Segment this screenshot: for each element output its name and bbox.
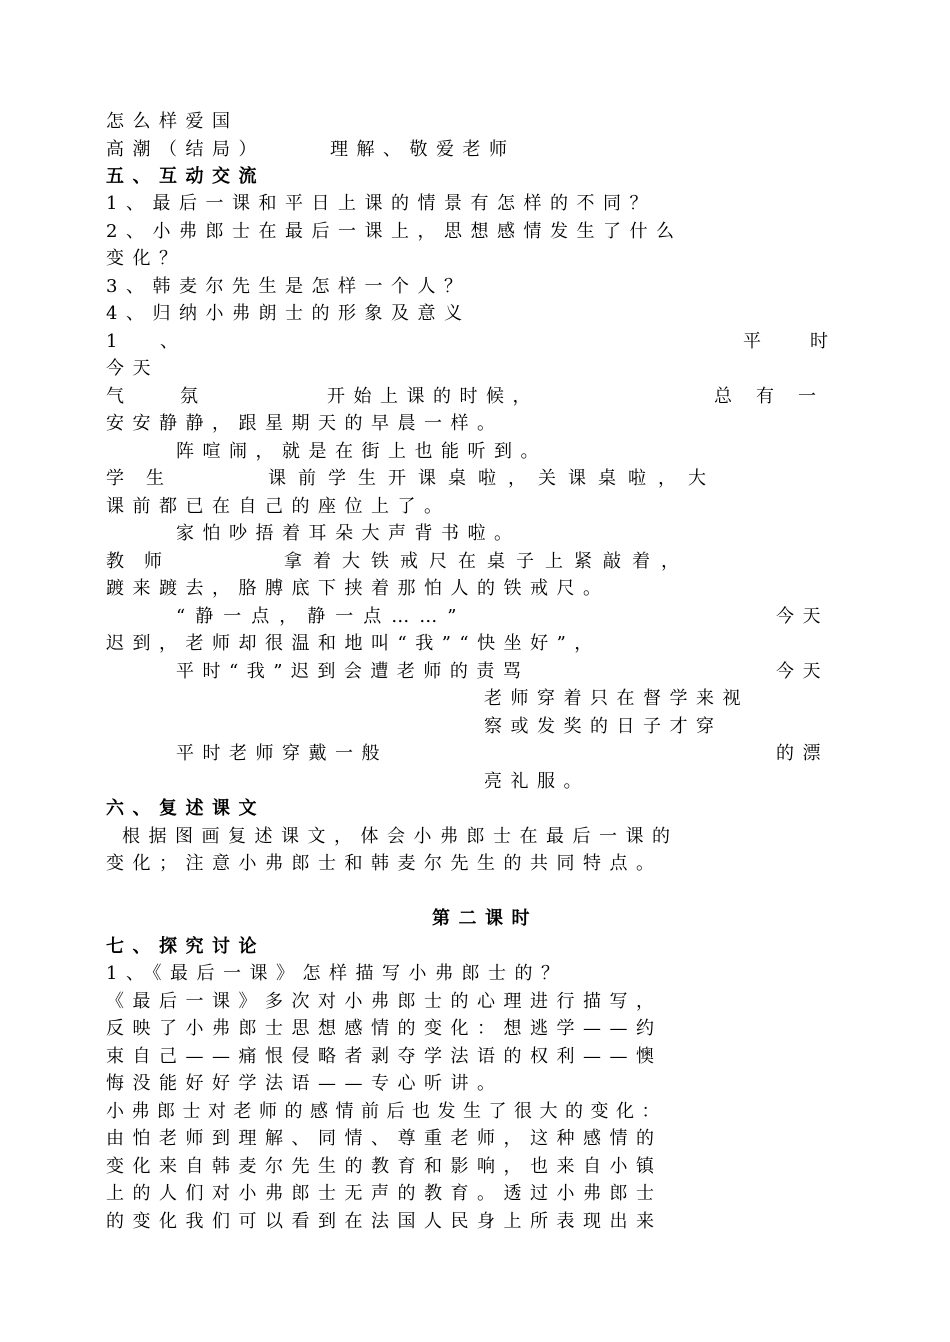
text-line: 怎么样爱国 xyxy=(106,111,239,132)
section-heading: 七、探究讨论 xyxy=(106,936,265,957)
section-heading: 五、互动交流 xyxy=(106,166,265,187)
table-cell: 气 xyxy=(106,386,133,407)
text-line: 1、最后一课和平日上课的情景有怎样的不同？ xyxy=(106,193,656,214)
table-cell: 阵喧闹，就是在街上也能听到。 xyxy=(176,441,547,462)
text-line: 变化？ xyxy=(106,248,186,269)
text-line: 变化来自韩麦尔先生的教育和影响，也来自小镇 xyxy=(106,1156,663,1177)
text-line: 1、《最后一课》怎样描写小弗郎士的？ xyxy=(106,963,568,984)
text-line: 4、归纳小弗朗士的形象及意义 xyxy=(106,303,471,324)
text-line: 束自己——痛恨侵略者剥夺学法语的权利——懊 xyxy=(106,1046,663,1067)
table-cell: 老师穿着只在督学来视 xyxy=(484,688,749,709)
text-line: 高潮（结局） xyxy=(106,139,265,160)
table-cell: 迟到，老师却很温和地叫“我”“快坐好”， xyxy=(106,633,601,654)
table-cell: 学生 xyxy=(106,468,186,489)
text-line: 根据图画复述课文，体会小弗郎士在最后一课的 xyxy=(122,826,679,847)
table-cell: 平 xyxy=(743,331,770,352)
text-line: 上的人们对小弗郎士无声的教育。透过小弗郎士 xyxy=(106,1183,663,1204)
table-cell: 平时老师穿戴一般 xyxy=(176,743,388,764)
table-cell: 今天 xyxy=(776,606,829,627)
table-cell: 开始上课的时候， xyxy=(327,386,539,407)
table-cell: 课前都已在自己的座位上了。 xyxy=(106,496,451,517)
text-line: 3、韩麦尔先生是怎样一个人？ xyxy=(106,276,471,297)
text-line: 悔没能好好学法语——专心听讲。 xyxy=(106,1073,504,1094)
table-cell: 拿着大铁戒尺在桌子上紧敲着， xyxy=(284,551,690,572)
table-cell: 氛 xyxy=(180,386,207,407)
table-cell: 总有一 xyxy=(714,386,840,407)
text-line: 反映了小弗郎士思想感情的变化：想逃学——约 xyxy=(106,1018,663,1039)
text-line: 由怕老师到理解、同情、尊重老师，这种感情的 xyxy=(106,1128,663,1149)
table-cell: 亮礼服。 xyxy=(484,771,590,792)
text-line: 理解、敬爱老师 xyxy=(330,139,516,160)
table-cell: 课前学生开课桌啦，关课桌啦，大 xyxy=(268,468,718,489)
table-cell: 察或发奖的日子才穿 xyxy=(484,716,723,737)
table-cell: 今天 xyxy=(776,661,829,682)
table-cell: 时 xyxy=(810,331,837,352)
text-line: 的变化我们可以看到在法国人民身上所表现出来 xyxy=(106,1211,663,1232)
table-cell: “静一点，静一点……” xyxy=(176,606,467,627)
table-cell: 今天 xyxy=(106,358,159,379)
text-line: 变化；注意小弗郎士和韩麦尔先生的共同特点。 xyxy=(106,853,663,874)
table-cell: 安安静静，跟星期天的早晨一样。 xyxy=(106,413,504,434)
table-cell: 家怕吵捂着耳朵大声背书啦。 xyxy=(176,523,521,544)
text-line: 《最后一课》多次对小弗郎士的心理进行描写， xyxy=(106,991,663,1012)
table-cell: 、 xyxy=(160,331,187,352)
text-line: 小弗郎士对老师的感情前后也发生了很大的变化： xyxy=(106,1101,667,1122)
table-cell: 平时“我”迟到会遭老师的责骂 xyxy=(176,661,530,682)
table-cell: 踱来踱去，胳膊底下挟着那怕人的铁戒尺。 xyxy=(106,578,610,599)
table-cell: 的漂 xyxy=(776,743,829,764)
table-cell: 1 xyxy=(106,331,126,352)
text-line: 2、小弗郎士在最后一课上，思想感情发生了什么 xyxy=(106,221,683,242)
section-heading: 六、复述课文 xyxy=(106,798,265,819)
lesson-title: 第二课时 xyxy=(432,908,538,929)
table-cell: 教师 xyxy=(106,551,182,572)
